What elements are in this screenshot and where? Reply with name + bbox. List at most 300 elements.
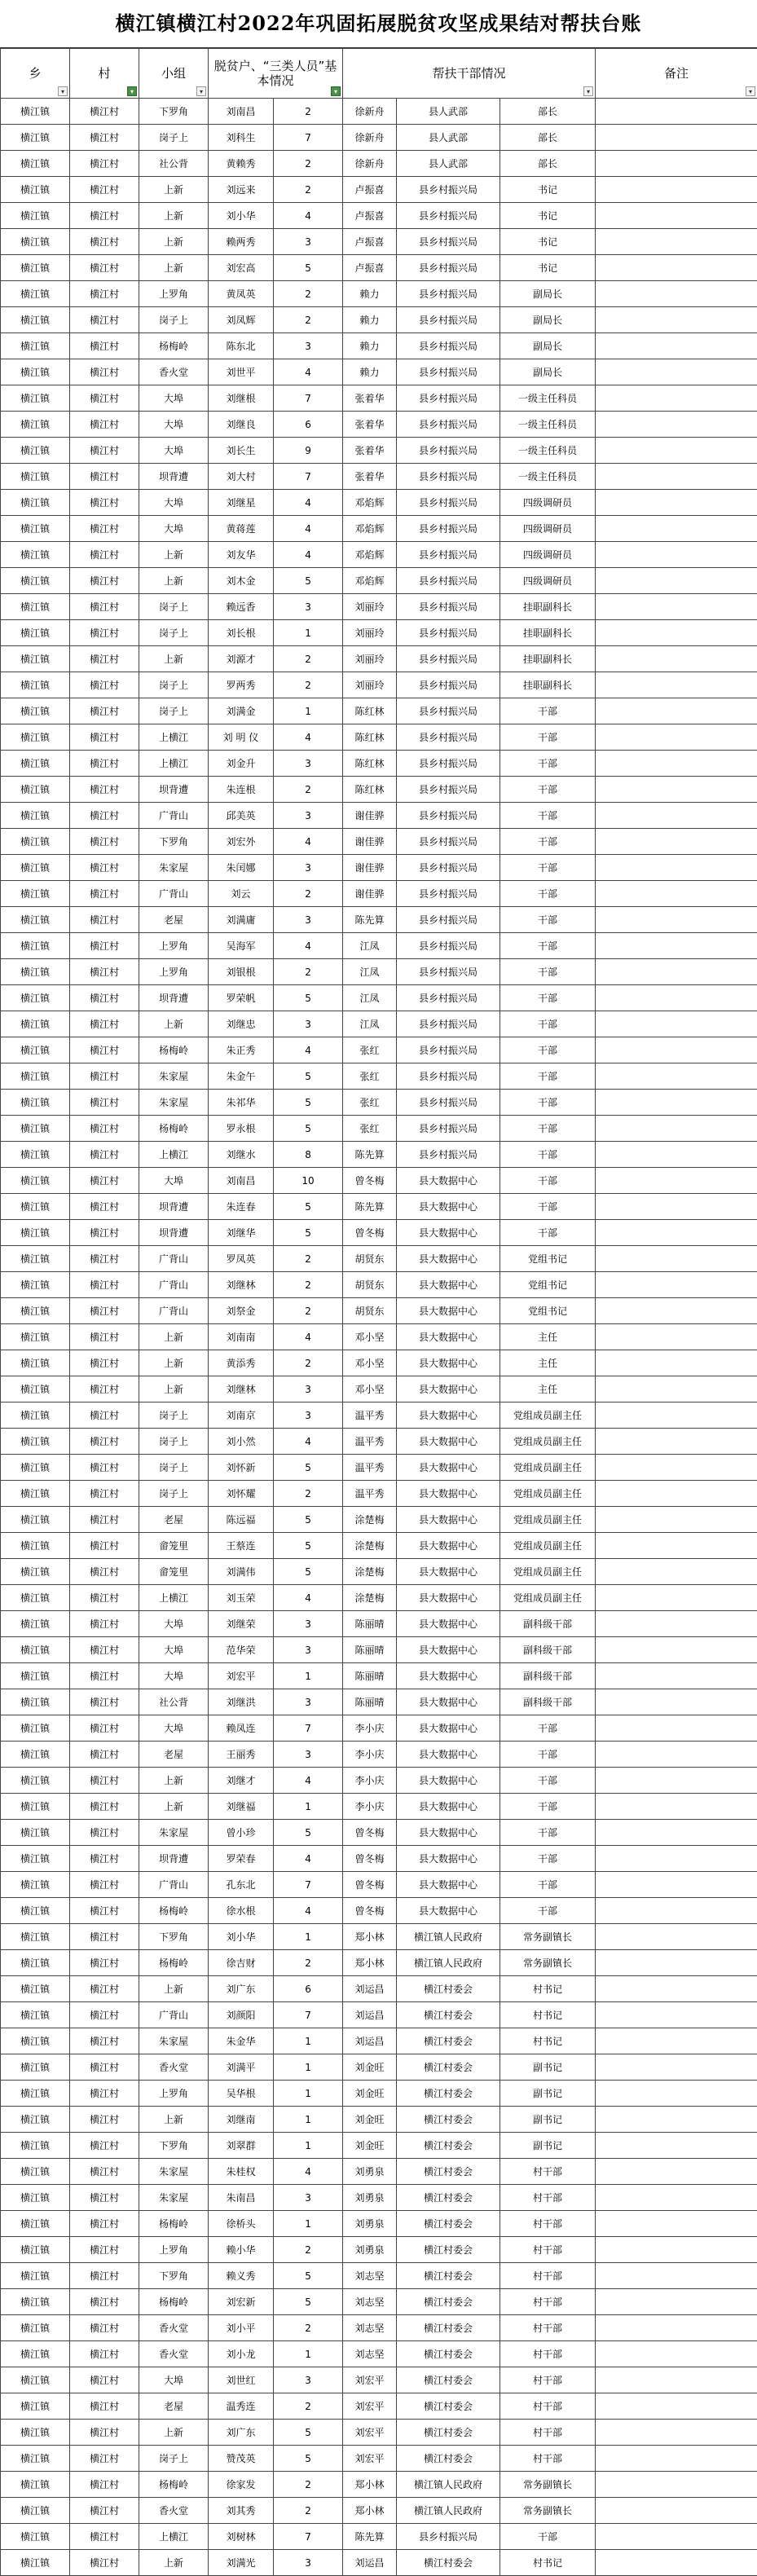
cell-cadre-unit[interactable]: 县乡村振兴局 (397, 959, 500, 985)
cell-household[interactable]: 刘继林 (209, 1376, 274, 1402)
cell-xiaozu[interactable]: 朱家屋 (139, 2159, 209, 2185)
cell-xiaozu[interactable]: 广背山 (139, 1298, 209, 1324)
cell-family-size[interactable]: 7 (274, 385, 343, 412)
cell-cun[interactable]: 横江村 (70, 1298, 139, 1324)
cell-remark[interactable] (596, 1011, 757, 1037)
cell-household[interactable]: 邱美英 (209, 803, 274, 829)
cell-xiang[interactable]: 横江镇 (1, 1898, 70, 1924)
cell-xiang[interactable]: 横江镇 (1, 1063, 70, 1090)
cell-cadre-position[interactable]: 副科级干部 (500, 1663, 596, 1689)
header-xiaozu[interactable] (139, 49, 209, 99)
cell-xiang[interactable]: 横江镇 (1, 1715, 70, 1742)
cell-cadre-unit[interactable]: 横江村委会 (397, 2002, 500, 2028)
cell-xiaozu[interactable]: 上横江 (139, 2524, 209, 2550)
cell-remark[interactable] (596, 672, 757, 698)
cell-cun[interactable]: 横江村 (70, 1350, 139, 1376)
cell-cadre-position[interactable]: 干部 (500, 1037, 596, 1063)
cell-xiang[interactable]: 横江镇 (1, 2289, 70, 2315)
cell-cadre-unit[interactable]: 县大数据中心 (397, 1481, 500, 1507)
cell-xiaozu[interactable]: 杨梅岭 (139, 1116, 209, 1142)
cell-xiaozu[interactable]: 岗子上 (139, 1455, 209, 1481)
cell-xiang[interactable]: 横江镇 (1, 1689, 70, 1715)
cell-xiaozu[interactable]: 大埠 (139, 385, 209, 412)
filter-dropdown-icon[interactable]: ▾ (196, 86, 206, 96)
cell-household[interactable]: 刘凤辉 (209, 307, 274, 333)
cell-cadre-position[interactable]: 村干部 (500, 2211, 596, 2237)
cell-cadre-position[interactable]: 常务副镇长 (500, 1924, 596, 1950)
cell-family-size[interactable]: 7 (274, 2524, 343, 2550)
cell-cun[interactable]: 横江村 (70, 1090, 139, 1116)
cell-cadre-name[interactable]: 江凤 (343, 933, 397, 959)
cell-cadre-position[interactable]: 一级主任科员 (500, 412, 596, 438)
cell-cadre-position[interactable]: 副书记 (500, 2107, 596, 2133)
cell-cadre-position[interactable]: 村干部 (500, 2185, 596, 2211)
cell-cun[interactable]: 横江村 (70, 1689, 139, 1715)
cell-cun[interactable]: 横江村 (70, 1272, 139, 1298)
cell-cun[interactable]: 横江村 (70, 2054, 139, 2081)
cell-cun[interactable]: 横江村 (70, 307, 139, 333)
cell-xiang[interactable]: 横江镇 (1, 1142, 70, 1168)
cell-xiang[interactable]: 横江镇 (1, 385, 70, 412)
cell-cadre-name[interactable]: 张着华 (343, 464, 397, 490)
cell-remark[interactable] (596, 1611, 757, 1637)
cell-xiaozu[interactable]: 杨梅岭 (139, 2289, 209, 2315)
cell-cadre-position[interactable]: 书记 (500, 177, 596, 203)
cell-cadre-unit[interactable]: 县人武部 (397, 151, 500, 177)
cell-cadre-name[interactable]: 涂楚梅 (343, 1507, 397, 1533)
cell-xiaozu[interactable]: 香火堂 (139, 2341, 209, 2367)
cell-xiaozu[interactable]: 大埠 (139, 1637, 209, 1663)
cell-cun[interactable]: 横江村 (70, 1037, 139, 1063)
cell-family-size[interactable]: 5 (274, 1507, 343, 1533)
cell-remark[interactable] (596, 203, 757, 229)
cell-cadre-unit[interactable]: 县大数据中心 (397, 1715, 500, 1742)
cell-cadre-unit[interactable]: 横江村委会 (397, 2446, 500, 2472)
cell-remark[interactable] (596, 777, 757, 803)
cell-xiang[interactable]: 横江镇 (1, 1742, 70, 1768)
cell-household[interactable]: 朱桂权 (209, 2159, 274, 2185)
cell-cadre-position[interactable]: 干部 (500, 985, 596, 1011)
cell-cadre-name[interactable]: 张红 (343, 1063, 397, 1090)
cell-xiang[interactable]: 横江镇 (1, 516, 70, 542)
cell-cadre-unit[interactable]: 县大数据中心 (397, 1298, 500, 1324)
cell-cadre-unit[interactable]: 县乡村振兴局 (397, 646, 500, 672)
cell-remark[interactable] (596, 1715, 757, 1742)
cell-xiaozu[interactable]: 上横江 (139, 724, 209, 751)
cell-xiaozu[interactable]: 社公背 (139, 1689, 209, 1715)
cell-family-size[interactable]: 3 (274, 803, 343, 829)
cell-cadre-position[interactable]: 干部 (500, 1194, 596, 1220)
cell-remark[interactable] (596, 333, 757, 359)
cell-cun[interactable]: 横江村 (70, 2446, 139, 2472)
cell-family-size[interactable]: 4 (274, 1037, 343, 1063)
cell-xiang[interactable]: 横江镇 (1, 594, 70, 620)
cell-remark[interactable] (596, 2550, 757, 2576)
cell-household[interactable]: 徐桥头 (209, 2211, 274, 2237)
cell-cadre-position[interactable]: 副局长 (500, 281, 596, 307)
cell-xiang[interactable]: 横江镇 (1, 2002, 70, 2028)
cell-xiaozu[interactable]: 广背山 (139, 881, 209, 907)
cell-household[interactable]: 刘继林 (209, 1272, 274, 1298)
cell-cun[interactable]: 横江村 (70, 2341, 139, 2367)
cell-xiaozu[interactable]: 大埠 (139, 2367, 209, 2393)
cell-family-size[interactable]: 6 (274, 412, 343, 438)
cell-cun[interactable]: 横江村 (70, 1063, 139, 1090)
cell-cadre-position[interactable]: 干部 (500, 1794, 596, 1820)
cell-xiang[interactable]: 横江镇 (1, 959, 70, 985)
cell-xiang[interactable]: 横江镇 (1, 438, 70, 464)
cell-household[interactable]: 徐水根 (209, 1898, 274, 1924)
cell-cadre-unit[interactable]: 县大数据中心 (397, 1846, 500, 1872)
cell-remark[interactable] (596, 620, 757, 646)
filter-dropdown-icon[interactable]: ▾ (746, 86, 755, 96)
cell-cun[interactable]: 横江村 (70, 1220, 139, 1246)
cell-cun[interactable]: 横江村 (70, 1742, 139, 1768)
cell-remark[interactable] (596, 803, 757, 829)
cell-remark[interactable] (596, 2028, 757, 2054)
cell-cadre-unit[interactable]: 横江村委会 (397, 2211, 500, 2237)
cell-xiaozu[interactable]: 香火堂 (139, 359, 209, 385)
cell-cadre-name[interactable]: 赖力 (343, 281, 397, 307)
cell-xiaozu[interactable]: 朱家屋 (139, 1090, 209, 1116)
cell-cadre-name[interactable]: 谢佳骅 (343, 803, 397, 829)
cell-cun[interactable]: 横江村 (70, 1194, 139, 1220)
cell-cadre-unit[interactable]: 县大数据中心 (397, 1611, 500, 1637)
cell-cadre-position[interactable]: 四级调研员 (500, 568, 596, 594)
cell-remark[interactable] (596, 2185, 757, 2211)
cell-cadre-name[interactable]: 陈先算 (343, 1194, 397, 1220)
cell-cadre-unit[interactable]: 县乡村振兴局 (397, 881, 500, 907)
cell-cadre-name[interactable]: 胡贤东 (343, 1298, 397, 1324)
cell-cadre-unit[interactable]: 横江村委会 (397, 2263, 500, 2289)
cell-cadre-unit[interactable]: 横江村委会 (397, 2420, 500, 2446)
cell-family-size[interactable]: 4 (274, 829, 343, 855)
cell-cadre-position[interactable]: 四级调研员 (500, 542, 596, 568)
cell-cadre-name[interactable]: 谢佳骅 (343, 855, 397, 881)
cell-cadre-name[interactable]: 曾冬梅 (343, 1872, 397, 1898)
cell-xiang[interactable]: 横江镇 (1, 829, 70, 855)
cell-cadre-unit[interactable]: 横江镇人民政府 (397, 1950, 500, 1976)
cell-cadre-name[interactable]: 张红 (343, 1116, 397, 1142)
cell-xiang[interactable]: 横江镇 (1, 1846, 70, 1872)
cell-family-size[interactable]: 3 (274, 1742, 343, 1768)
cell-cun[interactable]: 横江村 (70, 281, 139, 307)
cell-household[interactable]: 刘广东 (209, 2420, 274, 2446)
cell-xiaozu[interactable]: 上新 (139, 177, 209, 203)
cell-cadre-name[interactable]: 曾冬梅 (343, 1220, 397, 1246)
cell-remark[interactable] (596, 438, 757, 464)
cell-cadre-position[interactable]: 党组成员副主任 (500, 1402, 596, 1429)
cell-household[interactable]: 刘祭金 (209, 1298, 274, 1324)
cell-household[interactable]: 刘科生 (209, 125, 274, 151)
cell-cadre-unit[interactable]: 县乡村振兴局 (397, 1090, 500, 1116)
cell-household[interactable]: 刘世平 (209, 359, 274, 385)
cell-family-size[interactable]: 3 (274, 2367, 343, 2393)
cell-cadre-name[interactable]: 刘志坚 (343, 2341, 397, 2367)
cell-remark[interactable] (596, 594, 757, 620)
cell-cadre-unit[interactable]: 县乡村振兴局 (397, 933, 500, 959)
cell-household[interactable]: 刘远来 (209, 177, 274, 203)
cell-household[interactable]: 刘小华 (209, 1924, 274, 1950)
cell-remark[interactable] (596, 1116, 757, 1142)
cell-cun[interactable]: 横江村 (70, 542, 139, 568)
cell-cadre-position[interactable]: 村书记 (500, 2028, 596, 2054)
cell-cadre-name[interactable]: 郑小林 (343, 2498, 397, 2524)
cell-family-size[interactable]: 4 (274, 1324, 343, 1350)
cell-cun[interactable]: 横江村 (70, 1455, 139, 1481)
cell-xiaozu[interactable]: 杨梅岭 (139, 1950, 209, 1976)
cell-xiaozu[interactable]: 下罗角 (139, 829, 209, 855)
cell-xiang[interactable]: 横江镇 (1, 672, 70, 698)
cell-cun[interactable]: 横江村 (70, 1168, 139, 1194)
cell-xiaozu[interactable]: 坝背遭 (139, 1194, 209, 1220)
cell-xiaozu[interactable]: 香火堂 (139, 2054, 209, 2081)
cell-family-size[interactable]: 1 (274, 2133, 343, 2159)
cell-cadre-position[interactable]: 干部 (500, 855, 596, 881)
cell-cadre-name[interactable]: 刘运昌 (343, 1976, 397, 2002)
cell-xiang[interactable]: 横江镇 (1, 1768, 70, 1794)
cell-household[interactable]: 朱南昌 (209, 2185, 274, 2211)
cell-remark[interactable] (596, 177, 757, 203)
cell-xiaozu[interactable]: 上新 (139, 255, 209, 281)
cell-cadre-unit[interactable]: 县大数据中心 (397, 1402, 500, 1429)
cell-household[interactable]: 陈东北 (209, 333, 274, 359)
cell-household[interactable]: 刘继才 (209, 1768, 274, 1794)
cell-cun[interactable]: 横江村 (70, 2498, 139, 2524)
cell-cun[interactable]: 横江村 (70, 1846, 139, 1872)
cell-household[interactable]: 朱祁华 (209, 1090, 274, 1116)
cell-household[interactable]: 刘南南 (209, 1324, 274, 1350)
cell-family-size[interactable]: 3 (274, 229, 343, 255)
cell-household[interactable]: 罗两秀 (209, 672, 274, 698)
cell-household[interactable]: 朱连根 (209, 777, 274, 803)
cell-xiaozu[interactable]: 上横江 (139, 1585, 209, 1611)
cell-family-size[interactable]: 4 (274, 542, 343, 568)
cell-cadre-name[interactable]: 郑小林 (343, 1924, 397, 1950)
cell-cun[interactable]: 横江村 (70, 2211, 139, 2237)
cell-cadre-name[interactable]: 温平秀 (343, 1429, 397, 1455)
cell-family-size[interactable]: 3 (274, 2185, 343, 2211)
cell-cadre-unit[interactable]: 县乡村振兴局 (397, 1011, 500, 1037)
cell-household[interactable]: 罗荣春 (209, 1846, 274, 1872)
cell-family-size[interactable]: 2 (274, 281, 343, 307)
cell-household[interactable]: 刘银根 (209, 959, 274, 985)
cell-family-size[interactable]: 4 (274, 933, 343, 959)
cell-cadre-position[interactable]: 部长 (500, 151, 596, 177)
cell-cadre-name[interactable]: 胡贤东 (343, 1246, 397, 1272)
cell-remark[interactable] (596, 1402, 757, 1429)
cell-cadre-name[interactable]: 刘丽玲 (343, 594, 397, 620)
cell-xiang[interactable]: 横江镇 (1, 359, 70, 385)
cell-xiang[interactable]: 横江镇 (1, 1246, 70, 1272)
cell-remark[interactable] (596, 1637, 757, 1663)
cell-remark[interactable] (596, 307, 757, 333)
cell-xiaozu[interactable]: 下罗角 (139, 99, 209, 125)
cell-cadre-unit[interactable]: 县乡村振兴局 (397, 255, 500, 281)
cell-xiang[interactable]: 横江镇 (1, 2367, 70, 2393)
cell-cadre-name[interactable]: 曾冬梅 (343, 1168, 397, 1194)
cell-xiang[interactable]: 横江镇 (1, 1872, 70, 1898)
cell-household[interactable]: 孔东北 (209, 1872, 274, 1898)
cell-remark[interactable] (596, 385, 757, 412)
cell-cadre-name[interactable]: 李小庆 (343, 1742, 397, 1768)
header-bangfu[interactable] (343, 49, 596, 99)
cell-cadre-name[interactable]: 郑小林 (343, 2472, 397, 2498)
cell-household[interactable]: 刘云 (209, 881, 274, 907)
cell-household[interactable]: 刘怀耀 (209, 1481, 274, 1507)
cell-cun[interactable]: 横江村 (70, 646, 139, 672)
cell-xiaozu[interactable]: 上新 (139, 568, 209, 594)
cell-xiaozu[interactable]: 杨梅岭 (139, 1037, 209, 1063)
cell-cadre-position[interactable]: 一级主任科员 (500, 464, 596, 490)
cell-cadre-name[interactable]: 谢佳骅 (343, 829, 397, 855)
cell-cadre-unit[interactable]: 县大数据中心 (397, 1429, 500, 1455)
cell-cadre-name[interactable]: 刘志坚 (343, 2263, 397, 2289)
cell-remark[interactable] (596, 281, 757, 307)
cell-xiang[interactable]: 横江镇 (1, 1794, 70, 1820)
cell-cadre-name[interactable]: 张着华 (343, 385, 397, 412)
cell-family-size[interactable]: 2 (274, 2315, 343, 2341)
cell-remark[interactable] (596, 1533, 757, 1559)
cell-cadre-name[interactable]: 陈红林 (343, 777, 397, 803)
cell-family-size[interactable]: 5 (274, 2446, 343, 2472)
cell-family-size[interactable]: 2 (274, 1298, 343, 1324)
cell-cun[interactable]: 横江村 (70, 203, 139, 229)
cell-cun[interactable]: 横江村 (70, 1794, 139, 1820)
cell-xiaozu[interactable]: 上新 (139, 1376, 209, 1402)
cell-household[interactable]: 刘世红 (209, 2367, 274, 2393)
cell-remark[interactable] (596, 959, 757, 985)
cell-xiaozu[interactable]: 上新 (139, 646, 209, 672)
cell-remark[interactable] (596, 542, 757, 568)
cell-household[interactable]: 刘长生 (209, 438, 274, 464)
cell-cadre-name[interactable]: 徐新舟 (343, 151, 397, 177)
cell-family-size[interactable]: 5 (274, 1063, 343, 1090)
cell-cadre-name[interactable]: 赖力 (343, 307, 397, 333)
cell-household[interactable]: 黄赖秀 (209, 151, 274, 177)
cell-cadre-unit[interactable]: 县大数据中心 (397, 1637, 500, 1663)
cell-family-size[interactable]: 3 (274, 1689, 343, 1715)
header-tuopinhu[interactable] (209, 49, 343, 99)
cell-cun[interactable]: 横江村 (70, 1872, 139, 1898)
cell-cadre-name[interactable]: 陈红林 (343, 724, 397, 751)
cell-remark[interactable] (596, 1950, 757, 1976)
cell-cadre-unit[interactable]: 县乡村振兴局 (397, 281, 500, 307)
cell-cadre-position[interactable]: 干部 (500, 1220, 596, 1246)
cell-xiang[interactable]: 横江镇 (1, 151, 70, 177)
cell-cadre-name[interactable]: 邓小坚 (343, 1350, 397, 1376)
cell-cun[interactable]: 横江村 (70, 333, 139, 359)
cell-remark[interactable] (596, 2237, 757, 2263)
cell-remark[interactable] (596, 855, 757, 881)
cell-household[interactable]: 刘大村 (209, 464, 274, 490)
cell-remark[interactable] (596, 2341, 757, 2367)
cell-remark[interactable] (596, 2211, 757, 2237)
cell-household[interactable]: 朱金午 (209, 1063, 274, 1090)
cell-family-size[interactable]: 2 (274, 151, 343, 177)
cell-cadre-name[interactable]: 温平秀 (343, 1455, 397, 1481)
cell-xiaozu[interactable]: 上新 (139, 1350, 209, 1376)
cell-family-size[interactable]: 2 (274, 672, 343, 698)
cell-cadre-position[interactable]: 干部 (500, 777, 596, 803)
cell-remark[interactable] (596, 1272, 757, 1298)
cell-xiang[interactable]: 横江镇 (1, 229, 70, 255)
cell-cun[interactable]: 横江村 (70, 1533, 139, 1559)
cell-household[interactable]: 刘满平 (209, 2054, 274, 2081)
cell-cadre-position[interactable]: 常务副镇长 (500, 2498, 596, 2524)
cell-xiang[interactable]: 横江镇 (1, 1324, 70, 1350)
cell-cun[interactable]: 横江村 (70, 1116, 139, 1142)
cell-xiang[interactable]: 横江镇 (1, 2524, 70, 2550)
cell-xiaozu[interactable]: 大埠 (139, 490, 209, 516)
cell-cadre-name[interactable]: 温平秀 (343, 1402, 397, 1429)
cell-cadre-unit[interactable]: 县大数据中心 (397, 1324, 500, 1350)
cell-household[interactable]: 赖小华 (209, 2237, 274, 2263)
cell-cadre-unit[interactable]: 县大数据中心 (397, 1559, 500, 1585)
cell-xiaozu[interactable]: 上新 (139, 542, 209, 568)
cell-cadre-name[interactable]: 刘丽玲 (343, 646, 397, 672)
cell-cadre-unit[interactable]: 县大数据中心 (397, 1194, 500, 1220)
cell-household[interactable]: 赖义秀 (209, 2263, 274, 2289)
cell-xiaozu[interactable]: 坝背遭 (139, 777, 209, 803)
cell-household[interactable]: 朱金华 (209, 2028, 274, 2054)
cell-cadre-unit[interactable]: 县大数据中心 (397, 1768, 500, 1794)
cell-cadre-position[interactable]: 干部 (500, 881, 596, 907)
cell-cadre-name[interactable]: 刘运昌 (343, 2028, 397, 2054)
cell-cadre-unit[interactable]: 县大数据中心 (397, 1507, 500, 1533)
cell-cun[interactable]: 横江村 (70, 1950, 139, 1976)
cell-cun[interactable]: 横江村 (70, 99, 139, 125)
cell-cadre-unit[interactable]: 县大数据中心 (397, 1898, 500, 1924)
cell-xiaozu[interactable]: 大埠 (139, 438, 209, 464)
cell-cadre-position[interactable]: 村干部 (500, 2393, 596, 2420)
cell-cadre-position[interactable]: 主任 (500, 1350, 596, 1376)
cell-xiaozu[interactable]: 岗子上 (139, 1429, 209, 1455)
cell-remark[interactable] (596, 1324, 757, 1350)
cell-remark[interactable] (596, 1037, 757, 1063)
cell-cun[interactable]: 横江村 (70, 1715, 139, 1742)
cell-remark[interactable] (596, 1846, 757, 1872)
cell-cun[interactable]: 横江村 (70, 1507, 139, 1533)
cell-family-size[interactable]: 4 (274, 1429, 343, 1455)
cell-family-size[interactable]: 2 (274, 646, 343, 672)
cell-household[interactable]: 王丽秀 (209, 1742, 274, 1768)
cell-xiang[interactable]: 横江镇 (1, 2446, 70, 2472)
cell-household[interactable]: 刘宏新 (209, 2289, 274, 2315)
cell-family-size[interactable]: 3 (274, 1011, 343, 1037)
cell-cadre-position[interactable]: 党组成员副主任 (500, 1585, 596, 1611)
cell-cadre-unit[interactable]: 横江村委会 (397, 2028, 500, 2054)
cell-household[interactable]: 罗凤英 (209, 1246, 274, 1272)
cell-xiaozu[interactable]: 大埠 (139, 516, 209, 542)
cell-cadre-name[interactable]: 曾冬梅 (343, 1820, 397, 1846)
cell-family-size[interactable]: 5 (274, 1116, 343, 1142)
cell-cadre-position[interactable]: 副局长 (500, 333, 596, 359)
cell-household[interactable]: 温秀连 (209, 2393, 274, 2420)
cell-xiaozu[interactable]: 岗子上 (139, 2446, 209, 2472)
cell-cadre-name[interactable]: 郑小林 (343, 1950, 397, 1976)
header-xiang[interactable] (1, 49, 70, 99)
cell-cun[interactable]: 横江村 (70, 672, 139, 698)
cell-cadre-position[interactable]: 党组成员副主任 (500, 1533, 596, 1559)
cell-cadre-unit[interactable]: 横江村委会 (397, 2315, 500, 2341)
cell-family-size[interactable]: 2 (274, 1350, 343, 1376)
cell-cadre-unit[interactable]: 县乡村振兴局 (397, 1116, 500, 1142)
cell-cadre-unit[interactable]: 横江村委会 (397, 2550, 500, 2576)
cell-remark[interactable] (596, 1559, 757, 1585)
cell-cadre-position[interactable]: 一级主任科员 (500, 385, 596, 412)
cell-household[interactable]: 刘树林 (209, 2524, 274, 2550)
